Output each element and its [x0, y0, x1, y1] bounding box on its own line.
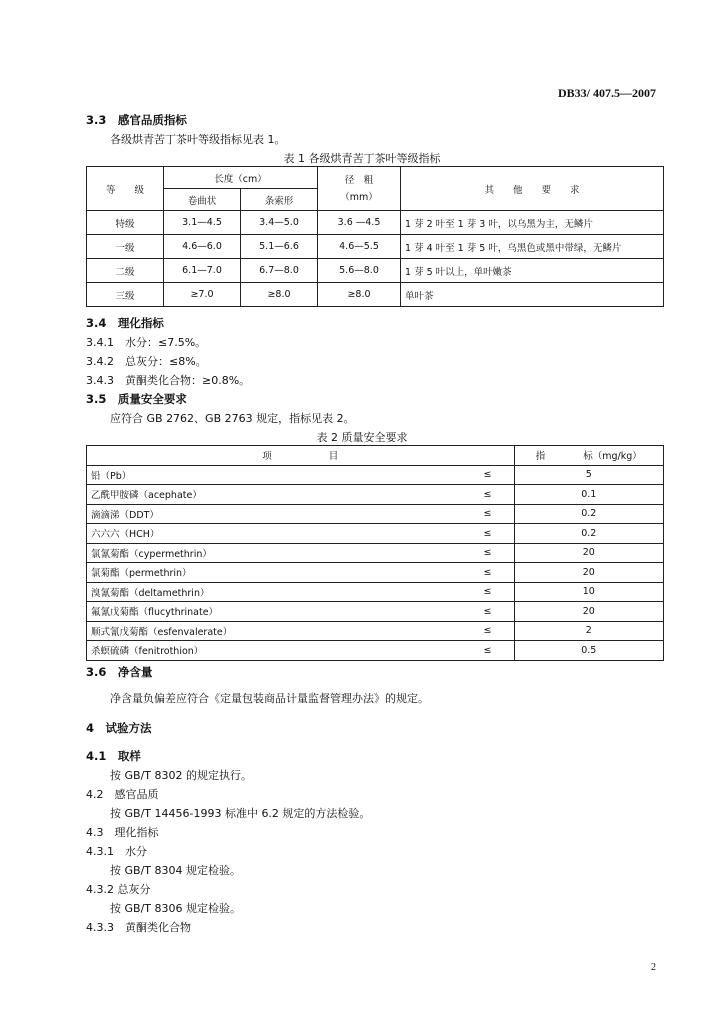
table-1-cell-strip: 5.1—6.6: [241, 235, 318, 259]
section-3-5-heading: 3.5 质量安全要求: [86, 392, 187, 406]
table-1-cell-diameter: 3.6 —4.5: [318, 211, 401, 235]
table-row: [87, 524, 664, 544]
table-2-le-sign: ≤: [434, 641, 514, 661]
table-2-le-sign: ≤: [434, 465, 514, 485]
table-2-le-sign: ≤: [434, 582, 514, 602]
table-1-cell-curled: 3.1—4.5: [164, 211, 241, 235]
table-2-item-value: 5: [514, 465, 663, 485]
table-1-header-diameter: [318, 167, 401, 211]
table-1-cell-strip: 3.4—5.0: [241, 211, 318, 235]
table-1-cell-grade: 三级: [87, 283, 164, 307]
table-2-item-name: 六六六（HCH）: [87, 524, 435, 544]
section-3-4-heading: 3.4 理化指标: [86, 316, 164, 330]
table-1-row: [87, 211, 664, 235]
section-3-6-heading: 3.6 净含量: [86, 665, 153, 679]
table-2-item-value: 0.2: [514, 504, 663, 524]
table-2-item-name: 铅（Pb）: [87, 465, 435, 485]
section-4-2-heading: 4.2 感官品质: [86, 788, 159, 801]
section-3-5-text: 应符合 GB 2762、GB 2763 规定，指标见表 2。: [110, 412, 355, 425]
table-1-cell-grade: 特级: [87, 211, 164, 235]
table-2-le-sign: ≤: [434, 563, 514, 583]
table-row: [87, 504, 664, 524]
table-row: [87, 641, 664, 661]
table-1-cell-curled: ≥7.0: [164, 283, 241, 307]
table-row: [87, 485, 664, 505]
table-2-item-value: 20: [514, 563, 663, 583]
table-2-header-index: 指 标（mg/kg）: [514, 446, 663, 466]
table-2-le-sign: ≤: [434, 504, 514, 524]
table-2-item-name: 氯氰菊酯（cypermethrin）: [87, 543, 435, 563]
section-4-heading: 4 试验方法: [86, 721, 152, 735]
section-3-4-3: 3.4.3 黄酮类化合物：≥0.8%。: [86, 374, 251, 387]
table-row: [87, 563, 664, 583]
table-1-cell-other: 1 芽 5 叶以上，单叶嫩茶: [401, 259, 664, 283]
table-2-item-name: 溴氰菊酯（deltamethrin）: [87, 582, 435, 602]
table-1-cell-other: 1 芽 2 叶至 1 芽 3 叶，以乌黑为主，无鳞片: [401, 211, 664, 235]
table-1-cell-diameter: 5.6—8.0: [318, 259, 401, 283]
table-1-cell-strip: ≥8.0: [241, 283, 318, 307]
table-2-item-value: 20: [514, 543, 663, 563]
section-4-3-1-text: 按 GB/T 8304 规定检验。: [110, 864, 241, 877]
table-2-header-item: 项 目: [87, 446, 515, 466]
table-1-cell-curled: 6.1—7.0: [164, 259, 241, 283]
table-1-header-other: 其 他 要 求: [401, 167, 664, 211]
table-2-item-name: 氟氰戊菊酯（flucythrinate）: [87, 602, 435, 622]
table-2-item-value: 0.2: [514, 524, 663, 544]
table-2-item-value: 2: [514, 621, 663, 641]
table-1-row: [87, 259, 664, 283]
table-1-row: [87, 283, 664, 307]
table-1-cell-other: 1 芽 4 叶至 1 芽 5 叶，乌黑色或黑中带绿，无鳞片: [401, 235, 664, 259]
table-row: [87, 621, 664, 641]
table-row: [87, 465, 664, 485]
table-1-cell-diameter: 4.6—5.5: [318, 235, 401, 259]
table-1-cell-diameter: ≥8.0: [318, 283, 401, 307]
table-row: [87, 582, 664, 602]
table-2-le-sign: ≤: [434, 621, 514, 641]
table-1-cell-grade: 二级: [87, 259, 164, 283]
table-1-cell-strip: 6.7—8.0: [241, 259, 318, 283]
section-4-1-text: 按 GB/T 8302 的规定执行。: [110, 769, 252, 782]
table-2-item-value: 20: [514, 602, 663, 622]
table-2-item-value: 0.1: [514, 485, 663, 505]
table-2-le-sign: ≤: [434, 543, 514, 563]
table-1-header-diameter-label: 径 粗: [344, 174, 374, 186]
section-4-1-heading: 4.1 取样: [86, 749, 141, 763]
table-2-item-value: 0.5: [514, 641, 663, 661]
table-2-le-sign: ≤: [434, 602, 514, 622]
table-1-grade-indicators: [86, 166, 664, 307]
table-row: [87, 602, 664, 622]
table-2-item-name: 杀螟硫磷（fenitrothion）: [87, 641, 435, 661]
table-1-header-grade: 等 级: [87, 167, 164, 211]
table-1-caption: 表 1 各级烘青苦丁茶叶等级指标: [283, 152, 441, 165]
table-1-header-diameter-unit: （mm）: [340, 191, 378, 203]
section-4-2-text: 按 GB/T 14456-1993 标准中 6.2 规定的方法检验。: [110, 807, 371, 820]
table-2-le-sign: ≤: [434, 485, 514, 505]
table-2-item-value: 10: [514, 582, 663, 602]
page-number: 2: [651, 962, 656, 973]
table-2-item-name: 乙酰甲胺磷（acephate）: [87, 485, 435, 505]
section-4-3-heading: 4.3 理化指标: [86, 826, 159, 839]
standard-number: DB33/ 407.5—2007: [557, 86, 656, 100]
table-2-safety-requirements: [86, 445, 664, 661]
section-4-3-3-heading: 4.3.3 黄酮类化合物: [86, 921, 191, 934]
section-4-3-2-text: 按 GB/T 8306 规定检验。: [110, 902, 241, 915]
section-3-3-text: 各级烘青苦丁茶叶等级指标见表 1。: [110, 133, 286, 146]
table-1-header-length: 长度（cm）: [164, 167, 318, 189]
table-2-item-name: 氯菊酯（permethrin）: [87, 563, 435, 583]
table-2-caption: 表 2 质量安全要求: [316, 431, 408, 444]
section-3-4-1: 3.4.1 水分：≤7.5%。: [86, 336, 207, 349]
section-3-6-text: 净含量负偏差应符合《定量包装商品计量监督管理办法》的规定。: [110, 692, 429, 705]
table-1-header-curled: 卷曲状: [164, 189, 241, 211]
table-2-item-name: 滴滴涕（DDT）: [87, 504, 435, 524]
table-1-cell-curled: 4.6—6.0: [164, 235, 241, 259]
table-1-row: [87, 235, 664, 259]
table-2-le-sign: ≤: [434, 524, 514, 544]
section-4-3-2-heading: 4.3.2 总灰分: [86, 883, 151, 896]
table-1-header-strip: 条索形: [241, 189, 318, 211]
table-2-item-name: 顺式氰戊菊酯（esfenvalerate）: [87, 621, 435, 641]
table-row: [87, 543, 664, 563]
section-4-3-1-heading: 4.3.1 水分: [86, 845, 147, 858]
section-3-4-2: 3.4.2 总灰分：≤8%。: [86, 355, 207, 368]
table-1-cell-other: 单叶茶: [401, 283, 664, 307]
table-1-cell-grade: 一级: [87, 235, 164, 259]
section-3-3-heading: 3.3 感官品质指标: [86, 113, 187, 127]
